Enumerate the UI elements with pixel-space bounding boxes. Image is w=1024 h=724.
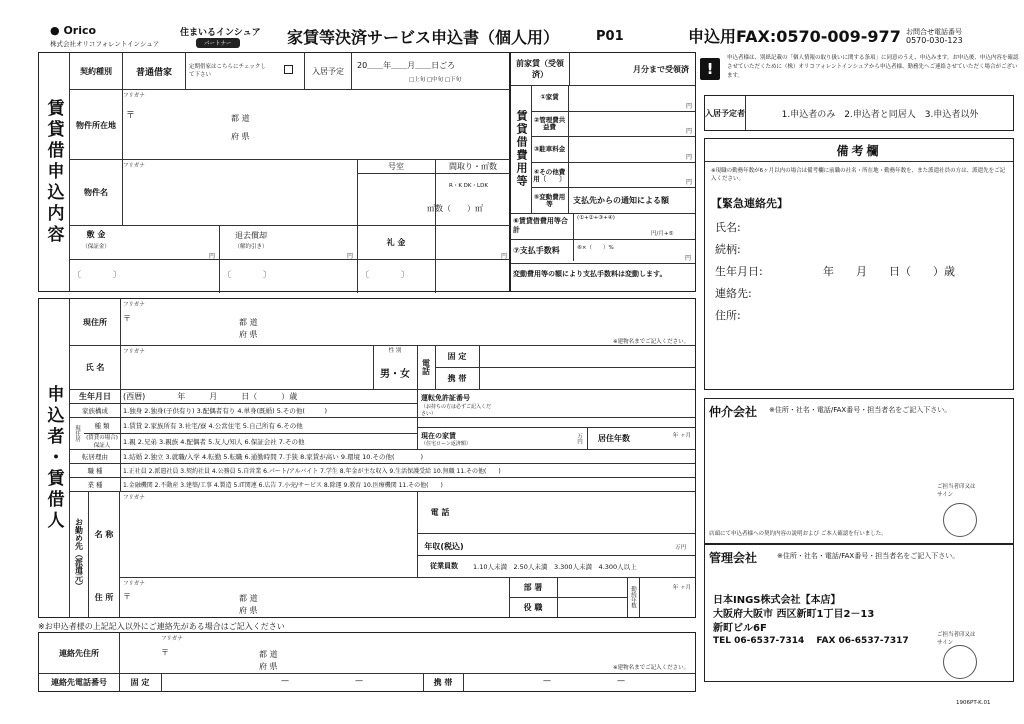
work-furigana: フリガナ xyxy=(123,495,145,501)
housing-type-label: 種 類 xyxy=(94,421,110,430)
lease-section-label: 賃貸借申込内容 xyxy=(43,98,64,246)
phone-fixed-label: 固 定 xyxy=(447,351,467,361)
applicant-name-label: 氏 名 xyxy=(85,362,105,372)
birth-label: 生年月日 xyxy=(79,391,111,401)
move-in-date[interactable]: 20＿＿年＿＿月＿＿日ごろ xyxy=(357,61,456,70)
deposit-label: 敷 金 xyxy=(86,229,106,239)
rent-item-label: ③駐車料金 xyxy=(531,137,569,163)
contact-mobile-dash-1: — xyxy=(543,676,551,685)
housing-type-options[interactable]: 1.賃貸 2.家族所有 3.社宅/寮 4.公営住宅 5.自己所有 6.その他 xyxy=(123,422,303,430)
reikin-bracket[interactable]: 〔 〕 xyxy=(361,270,409,279)
form-title: 家賃等決済サービス申込書（個人用） xyxy=(287,28,560,47)
work-name-label: 名 称 xyxy=(94,529,114,539)
inquiry-number: 0570-030-123 xyxy=(906,36,963,45)
applicant-postal: 〒 xyxy=(123,314,131,323)
emergency-birth[interactable]: 生年月日: xyxy=(715,265,763,278)
rent-item-row xyxy=(531,85,695,111)
prepaid-rent-right: 月分まで受領済 xyxy=(633,64,689,74)
broker-confirm: 店頭にて申込者様への契約内容の説明および ご本人確認を行いました。 xyxy=(709,531,887,537)
remarks-title: 備考欄 xyxy=(836,143,882,158)
contact-note: ※お申込者様の上記記入以外にご連絡先がある場合はご記入ください xyxy=(38,622,285,631)
fixed-term-note: 定期借家はこちらにチェックして下さい xyxy=(189,64,266,78)
broker-title: 仲介会社 xyxy=(709,405,758,419)
phone-mobile-label: 携 帯 xyxy=(447,373,467,383)
family-label: 家族構成 xyxy=(82,406,108,415)
keymoney-label: 退去償却 xyxy=(235,230,267,240)
emergency-title: 【緊急連絡先】 xyxy=(711,197,788,210)
mgmt-box xyxy=(704,544,1014,682)
work-phone-label: 電 話 xyxy=(430,507,450,517)
rent-item-label: ⑤変動費用等 xyxy=(531,188,569,214)
area-field[interactable]: ㎡数（ ）㎡ xyxy=(427,204,483,213)
fax-number: 申込用FAX:0570-009-977 xyxy=(688,27,901,46)
tenure-label: 勤続年数 xyxy=(630,586,636,608)
license-label: 運転免許証番号 xyxy=(421,394,470,402)
contact-mobile-label: 携 帯 xyxy=(433,677,453,687)
deposit-yen: 円 xyxy=(209,253,216,260)
years-label: 居住年数 xyxy=(598,433,630,443)
rent-item-yen: 円 xyxy=(685,153,692,161)
contact-fuken: 府 県 xyxy=(259,662,278,671)
contract-type-value: 普通借家 xyxy=(135,67,172,78)
fee-note: 変動費用等の額により支払手数料は変動します。 xyxy=(513,270,667,278)
rent-item-row xyxy=(531,187,695,213)
reikin-label: 礼 金 xyxy=(386,237,406,247)
emergency-address[interactable]: 住所: xyxy=(715,309,741,322)
page-code: P01 xyxy=(596,29,624,44)
fee-label: ⑦支払手数料 xyxy=(513,246,560,255)
rent-item-row xyxy=(531,111,695,137)
applicant-todo: 都 道 xyxy=(239,318,258,327)
contact-section xyxy=(38,632,696,692)
total-suffix: 円/月+⑤ xyxy=(651,231,674,237)
emergency-birth-template[interactable]: 年 月 日（ ）歳 xyxy=(823,265,955,278)
costs-vertical-label: 賃貸借費用等 xyxy=(515,110,528,188)
remarks-box xyxy=(704,138,1014,390)
income-label: 年収(税込) xyxy=(424,541,464,551)
total-formula: (①+②+③+④) xyxy=(577,215,615,221)
applicant-furigana: フリガナ xyxy=(123,302,145,308)
keymoney-sub: （解約引き） xyxy=(234,244,268,250)
industry-options[interactable]: 1.金融機関 2.不動産 3.建築/工事 4.製造 5.IT関連 6.広告 7.小売/サービス 8.除運 9.教育 10.医療機関 11.その他( ) xyxy=(123,482,443,489)
contract-type-label: 契約種別 xyxy=(80,66,112,76)
occupant-options[interactable]: 1.申込者のみ 2.申込者と同居人 3.申込者以外 xyxy=(781,109,979,120)
gender-label: 性 別 xyxy=(388,348,402,354)
mgmt-phone: TEL 06-6537-7314 FAX 06-6537-7317 xyxy=(713,636,909,646)
broker-box xyxy=(704,398,1014,544)
partner-logo: 住まいるインシュア xyxy=(180,28,261,38)
rent-item-row xyxy=(531,136,695,162)
work-label: お勤め先（派遣元） xyxy=(74,518,84,590)
contact-fixed-dash-2: — xyxy=(355,676,363,685)
rent-item-yen: 円 xyxy=(685,179,692,187)
income-unit: 万円 xyxy=(675,545,687,551)
tenure-unit: 年 ヶ月 xyxy=(672,585,691,591)
rent-item-row xyxy=(531,162,695,188)
employees-label: 従業員数 xyxy=(430,562,458,570)
family-options[interactable]: 1.独身 2.独身(子供有り) 3.配偶者有り 4.単身(既婚) 5.その他( ) xyxy=(123,407,327,415)
applicant-section xyxy=(38,298,696,618)
occupants-box xyxy=(704,95,1014,131)
brand-name: Orico xyxy=(63,24,97,37)
guarantor-label: (賃貸の場合)保証人 xyxy=(86,435,118,449)
housing-label: 現住居 xyxy=(74,424,80,442)
occupants-label: 入居予定者 xyxy=(705,108,745,118)
property-address-label: 物件所在地 xyxy=(76,120,116,130)
prepaid-rent-label: 前家賃（受領済） xyxy=(516,59,564,79)
emergency-name[interactable]: 氏名: xyxy=(715,221,741,234)
room-label: 号室 xyxy=(388,161,404,171)
deposit-sub: （保証金） xyxy=(82,244,110,250)
contact-address-label: 連絡先住所 xyxy=(59,648,99,658)
rent-item-list xyxy=(531,85,695,213)
contact-fixed-label: 固 定 xyxy=(130,677,150,687)
applicant-bldg-note: ※建物名までご記入ください。 xyxy=(613,339,690,345)
form-code: 1906PT-K.01 xyxy=(956,700,991,706)
mgmt-building: 新町ビル6F xyxy=(713,623,767,634)
contact-todo: 都 道 xyxy=(259,650,278,659)
mgmt-note: ※住所・社名・電話/FAX番号・担当者名をご記入下さい。 xyxy=(777,552,960,560)
prefecture-fuken: 府 県 xyxy=(231,132,250,141)
deposit-bracket[interactable]: 〔 〕 xyxy=(73,270,121,279)
contact-fixed-dash-1: — xyxy=(281,676,289,685)
position-label: 役 職 xyxy=(523,602,543,612)
company-name: 株式会社オリコフォレントインシュア xyxy=(50,40,160,48)
license-sub: （お持ちの方は必ずご記入ください） xyxy=(421,404,492,417)
work-postal: 〒 xyxy=(123,592,131,601)
work-address-label: 住 所 xyxy=(94,592,114,602)
contact-mobile-dash-2: — xyxy=(617,676,625,685)
postal-mark: 〒 xyxy=(126,111,136,121)
mgmt-stamp-circle[interactable] xyxy=(943,645,977,679)
mgmt-title: 管理会社 xyxy=(709,551,758,565)
broker-stamp-circle[interactable] xyxy=(943,503,977,537)
inquiry-label: お問合せ電話番号 xyxy=(906,28,962,36)
orico-dot-icon: ● xyxy=(50,24,60,37)
rent-item-yen: 円 xyxy=(685,102,692,110)
fee-yen: 円 xyxy=(685,255,692,262)
emergency-contact[interactable]: 連絡先: xyxy=(715,287,752,300)
keymoney-yen: 円 xyxy=(347,253,354,260)
guarantor-options[interactable]: 1.親 2.兄弟 3.親族 4.配偶者 5.友人/知人 6.保証会社 7.その他 xyxy=(123,438,305,446)
work-fuken: 府 県 xyxy=(239,606,258,615)
emergency-relation[interactable]: 続柄: xyxy=(715,243,741,256)
current-rent-label: 現在の家賃 xyxy=(421,432,456,440)
contact-phone-label: 連絡先電話番号 xyxy=(51,677,107,687)
variable-cost-note: 支払先からの通知による額 xyxy=(573,196,669,206)
job-label: 職 種 xyxy=(87,466,103,475)
employees-options[interactable]: 1.10人未満 2.50人未満 3.300人未満 4.300人以上 xyxy=(473,563,637,571)
dept-label: 部 署 xyxy=(523,582,543,592)
orico-logo xyxy=(50,24,96,37)
name-furigana: フリガナ xyxy=(123,349,145,355)
move-in-options[interactable]: □上旬 □中旬 □下旬 xyxy=(409,77,462,83)
total-label: ⑥賃貸借費用等合計 xyxy=(513,217,568,234)
fixed-term-checkbox[interactable] xyxy=(284,65,293,74)
furigana-label: フリガナ xyxy=(123,93,145,99)
remarks-note: ※現職の勤務年数が6ヶ月以内の場合は備考欄に前職の社名・所在地・勤務年数を、また派遣社員の方は、派遣先をご記入ください。 xyxy=(711,168,1006,182)
phone-group-label: 電話 xyxy=(421,359,431,375)
contact-bldg-note: ※建物名までご記入ください。 xyxy=(613,665,690,671)
keymoney-bracket[interactable]: 〔 〕 xyxy=(223,270,271,279)
layout-label: 間取り・㎡数 xyxy=(449,161,497,171)
industry-label: 業 種 xyxy=(87,480,103,489)
rent-item-label: ①家賃 xyxy=(531,85,569,111)
broker-note: ※住所・社名・電話/FAX番号・担当者名をご記入下さい。 xyxy=(769,406,952,414)
gender-value[interactable]: 男・女 xyxy=(380,368,410,380)
layout-options[interactable]: R・K DK・LDK xyxy=(449,183,488,189)
partner-badge: パートナー xyxy=(196,38,240,48)
move-in-label: 入居予定 xyxy=(312,66,344,76)
reason-options[interactable]: 1.結婚 2.独立 3.就職/入学 4.転勤 5.転職 6.通勤時間 7.手狭 8.家賃が高い 9.環境 10.その他( ) xyxy=(123,453,424,461)
property-name-label: 物件名 xyxy=(84,187,108,197)
furigana-label-2: フリガナ xyxy=(123,163,145,169)
rent-item-label: ②管理費共益費 xyxy=(531,112,569,138)
rent-item-label: ④その他費用〔 〕 xyxy=(531,163,569,189)
mgmt-address: 大阪府大阪市 西区新町1丁目2－13 xyxy=(713,609,875,620)
mgmt-name: 日本INGS株式会社【本店】 xyxy=(713,595,841,606)
job-options[interactable]: 1.正社員 2.派遣社員 3.契約社員 4.公務員 5.自営業 6.パート/アルバイト 7.学生 8.年金が主な収入 9.生活保護受給 10.無職 11.その他( ) xyxy=(123,468,501,475)
rent-unit: 万円 xyxy=(576,433,582,444)
rent-item-yen: 円 xyxy=(685,128,692,136)
years-unit: 年 ヶ月 xyxy=(672,433,691,439)
rent-breakdown xyxy=(510,52,696,292)
contact-furigana: フリガナ xyxy=(161,636,183,642)
applicant-address-label: 現住所 xyxy=(83,317,107,327)
work-todo: 都 道 xyxy=(239,594,258,603)
reikin-yen: 円 xyxy=(501,253,508,260)
warning-icon: ! xyxy=(700,58,720,80)
lease-section xyxy=(38,52,510,292)
work-address-furigana: フリガナ xyxy=(123,581,145,587)
prefecture-todo: 都 道 xyxy=(231,114,250,123)
mgmt-stamp-label: ご担当者印又はサイン xyxy=(937,632,976,646)
broker-stamp-label: ご担当者印又はサイン xyxy=(937,484,976,498)
privacy-notice: 申込者様は、別紙記載の「個人情報の取り扱いに関する条項」に同意のうえ、申込みます。お申込後、申込内容を確認させていただくために（株）オリコフォレントインシュアから申込者様、勤務先へご連絡させていただく場合がございます。 xyxy=(727,55,1019,79)
applicant-section-label: 申込者・賃借人 xyxy=(43,384,64,532)
fee-formula: ⑥×（ ）% xyxy=(577,245,614,251)
contact-postal: 〒 xyxy=(161,648,169,657)
reason-label: 転居理由 xyxy=(82,452,108,461)
current-rent-sub: （住宅ローン返済額） xyxy=(421,441,471,447)
applicant-fuken: 府 県 xyxy=(239,330,258,339)
birth-value[interactable]: (西暦) 年 月 日（ ）歳 xyxy=(123,392,298,401)
